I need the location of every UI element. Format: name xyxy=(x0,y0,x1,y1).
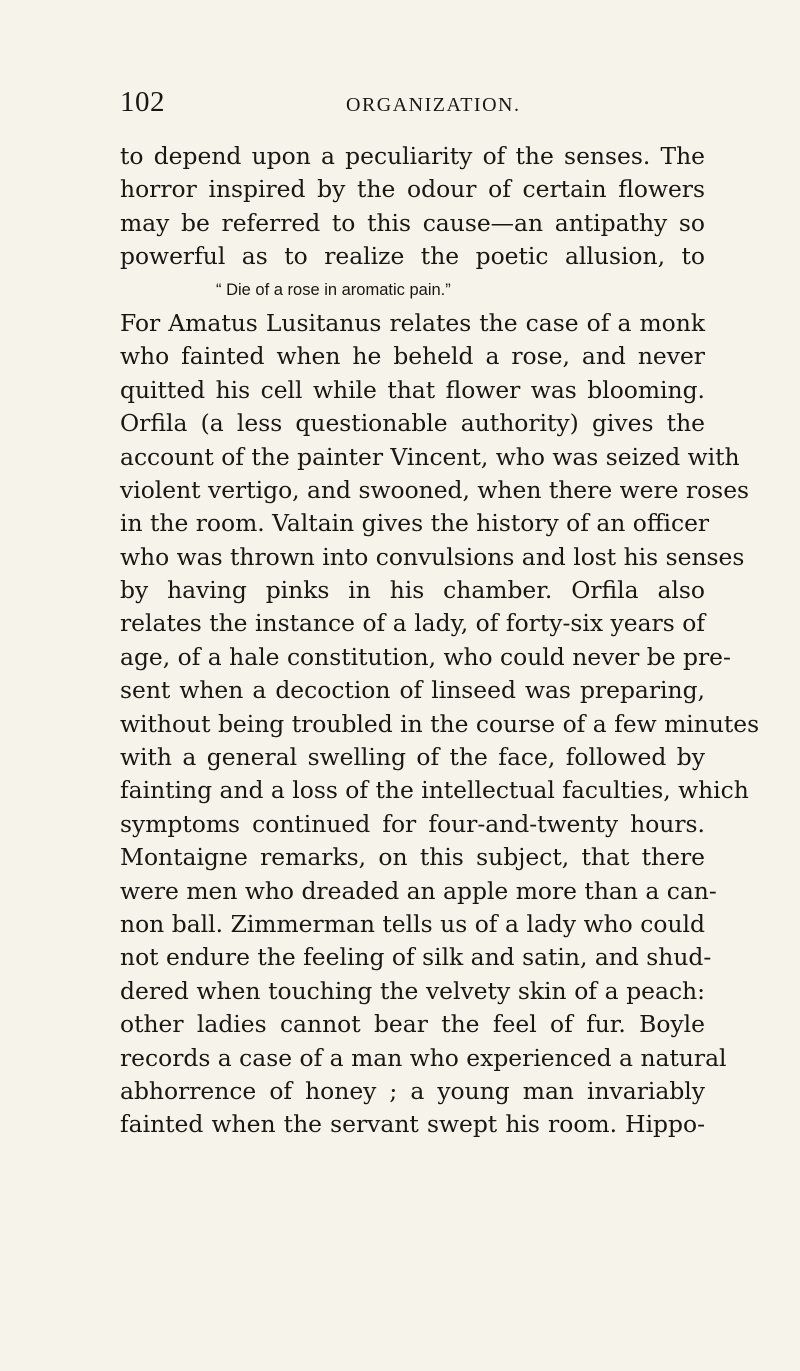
text-line: may be referred to this cause—an antipathy so xyxy=(120,208,705,237)
running-title: ORGANIZATION. xyxy=(346,94,521,116)
body-text xyxy=(120,140,760,1142)
text-line: other ladies cannot bear the feel of fur. Boyle xyxy=(120,1010,705,1039)
text-line: who was thrown into convulsions and lost his senses xyxy=(120,542,745,571)
text-line: non ball. Zimmerman tells us of a lady who could xyxy=(120,909,705,938)
running-head xyxy=(120,84,720,124)
text-line: age, of a hale constitution, who could never be pre- xyxy=(120,642,731,671)
text-line: Orfila (a less questionable authority) gives the xyxy=(120,409,705,438)
text-line: sent when a decoction of linseed was preparing, xyxy=(120,676,705,705)
text-line: account of the painter Vincent, who was seized with xyxy=(120,442,740,471)
text-line: relates the instance of a lady, of forty-six years of xyxy=(120,609,705,638)
text-line: not endure the feeling of silk and satin, and shud- xyxy=(120,943,712,972)
text-line: horror inspired by the odour of certain flowers xyxy=(120,175,705,204)
text-line: abhorrence of honey ; a young man invariably xyxy=(120,1076,705,1105)
text-line: quitted his cell while that flower was blooming. xyxy=(120,375,705,404)
text-line: fainting and a loss of the intellectual faculties, which xyxy=(120,776,749,805)
text-line: by having pinks in his chamber. Orfila also xyxy=(120,576,705,605)
text-line: fainted when the servant swept his room. Hippo- xyxy=(120,1110,705,1139)
text-line: in the room. Valtain gives the history of an officer xyxy=(120,509,710,538)
text-line: For Amatus Lusitanus relates the case of a monk xyxy=(120,308,705,337)
text-line: were men who dreaded an apple more than a can- xyxy=(120,876,717,905)
text-line: symptoms continued for four-and-twenty hours. xyxy=(120,809,705,838)
text-line: to depend upon a peculiarity of the senses. The xyxy=(120,142,705,170)
page-number: 102 xyxy=(120,86,165,118)
text-line: who fainted when he beheld a rose, and never xyxy=(120,342,705,371)
text-line: Montaigne remarks, on this subject, that there xyxy=(120,843,705,872)
text-line: without being troubled in the course of a few minutes xyxy=(120,709,760,738)
text-line: dered when touching the velvety skin of a peach: xyxy=(120,976,705,1005)
text-line: violent vertigo, and swooned, when there were roses xyxy=(120,475,750,504)
text-line: powerful as to realize the poetic allusion, to xyxy=(120,242,705,271)
text-line: with a general swelling of the face, followed by xyxy=(120,743,705,772)
text-line: records a case of a man who experienced a natural xyxy=(120,1043,727,1072)
poetic-quote: “ Die of a rose in aromatic pain.” xyxy=(216,280,451,299)
